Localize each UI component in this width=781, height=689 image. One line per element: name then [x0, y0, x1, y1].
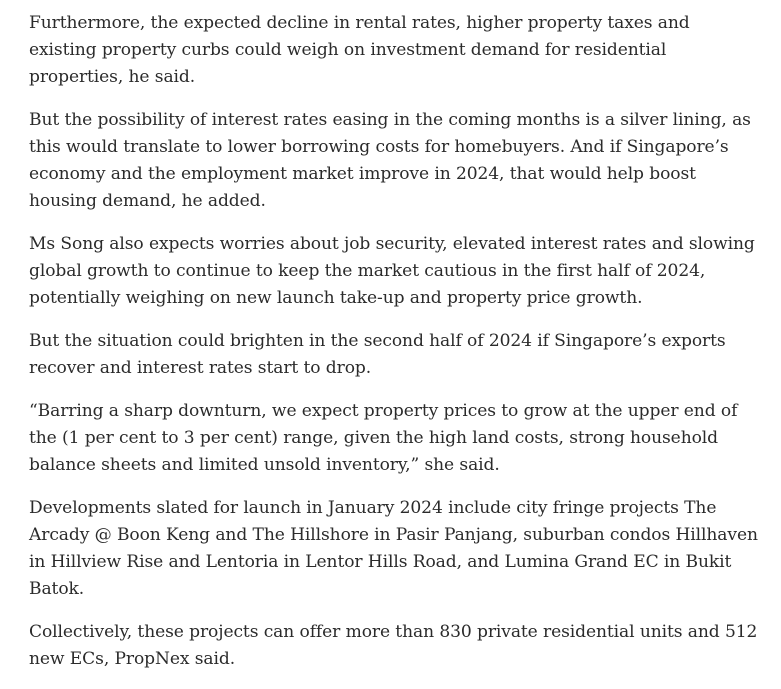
article-paragraph: Collectively, these projects can offer more than 830 private residential units and 512 new ECs, PropNex said.: [29, 622, 758, 669]
article-paragraph: “Barring a sharp downturn, we expect property prices to grow at the upper end of the (1 per cent to 3 per cent) range, given the high land costs, strong household balance sheets and limited unsold inventory,” she said.: [29, 401, 738, 475]
article-paragraph: Developments slated for launch in January 2024 include city fringe projects The Arcady @ Boon Keng and The Hillshore in Pasir Panjang, suburban condos Hillhaven in Hillview Rise and Lentoria in Lentor Hills Road, and Lumina Grand EC in Bukit Batok.: [29, 498, 758, 599]
article-paragraph: Ms Song also expects worries about job security, elevated interest rates and slowing global growth to continue to keep the market cautious in the first half of 2024, potentially weighing on new launch take-up and property price growth.: [29, 234, 755, 308]
article-paragraph: Furthermore, the expected decline in rental rates, higher property taxes and existing property curbs could weigh on investment demand for residential properties, he said.: [29, 13, 690, 87]
article-paragraph: But the situation could brighten in the second half of 2024 if Singapore’s exports recover and interest rates start to drop.: [29, 331, 726, 378]
article-body: [29, 10, 759, 689]
article-paragraph: But the possibility of interest rates easing in the coming months is a silver lining, as this would translate to lower borrowing costs for homebuyers. And if Singapore’s economy and the employment market improve in 2024, that would help boost housing demand, he added.: [29, 110, 751, 211]
